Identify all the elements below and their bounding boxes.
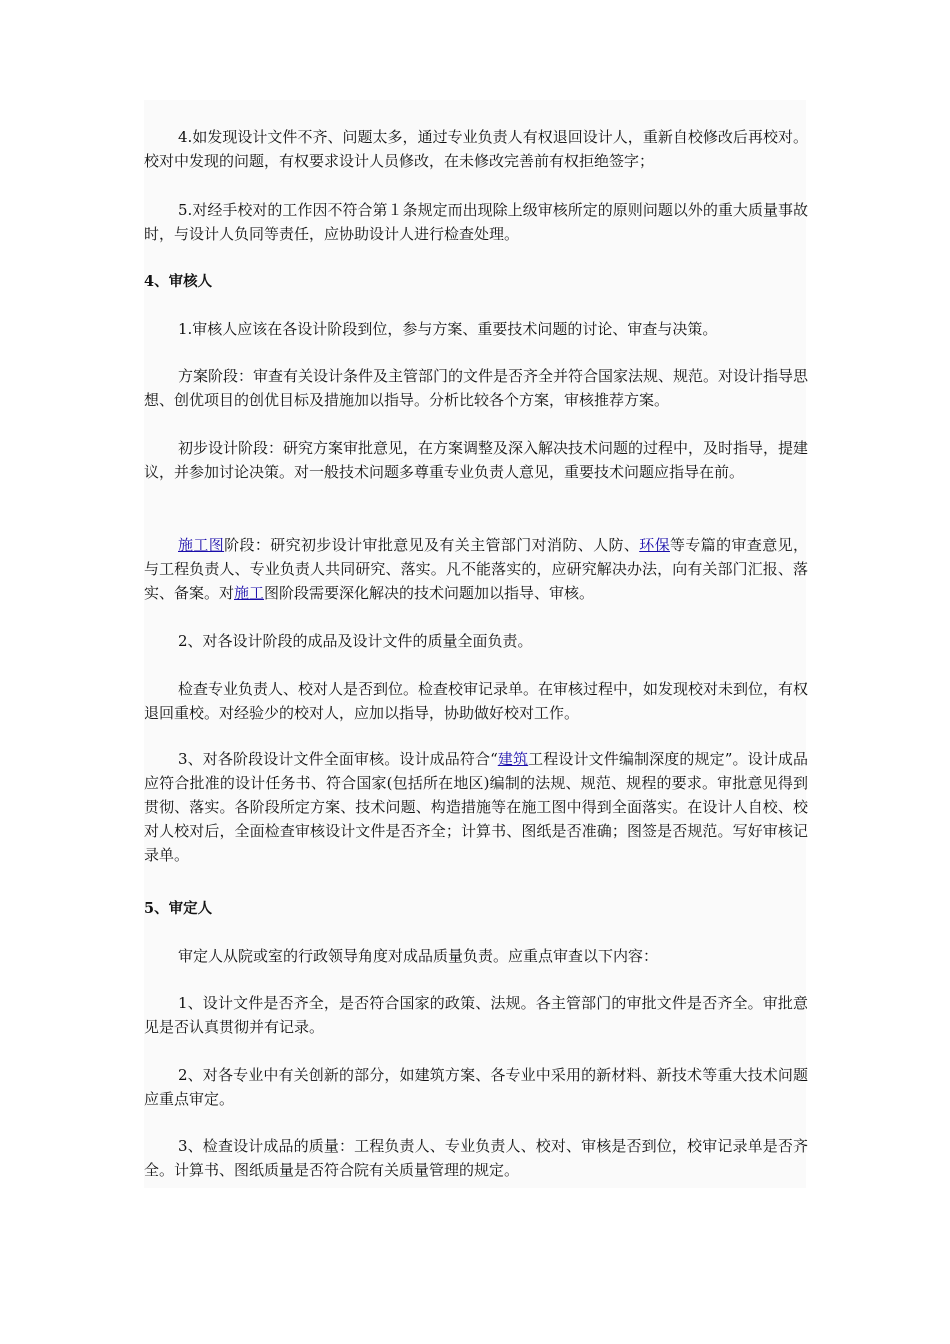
paragraph-reviewer-3 [144,747,808,867]
link-construction-drawing[interactable]: 施工图 [178,536,225,554]
link-environmental[interactable]: 环保 [639,536,670,554]
paragraph-scheme-stage: 方案阶段：审查有关设计条件及主管部门的文件是否齐全并符合国家法规、规范。对设计指导思想、创优项目的创优目标及措施加以指导。分析比较各个方案，审核推荐方案。 [144,367,809,409]
text-segment: 工程设计文件编制深度的规定”。设计成品应符合批准的设计任务书、符合国家(包括所在地区)编制的法规、规范、规程的要求。审批意见得到贯彻、落实。各阶段所定方案、技术问题、构造措施等在施工图中得到全面落实。在设计人自校、校对人校对后，全面检查审核设计文件是否齐全；计算书、图纸是否准确；图签是否规范。写好审核记录单。 [144,750,808,864]
paragraph-proofreader-5: 5.对经手校对的工作因不符合第１条规定而出现除上级审核所定的原则问题以外的重大质量事故时，与设计人负同等责任，应协助设计人进行检查处理。 [144,201,808,243]
paragraph-reviewer-2: 2、对各设计阶段的成品及设计文件的质量全面负责。 [178,632,533,650]
text-segment: 图阶段需要深化解决的技术问题加以指导、审核。 [264,584,595,602]
paragraph-approver-2: 2、对各专业中有关创新的部分，如建筑方案、各专业中采用的新材料、新技术等重大技术问题应重点审定。 [144,1066,808,1108]
paragraph-reviewer-1: 1.审核人应该在各设计阶段到位，参与方案、重要技术问题的讨论、审查与决策。 [178,320,718,338]
text-segment: 等专篇的审查意见，与工程负责人、专业负责人共同研究、落实。凡不能落实的，应研究解决办法，向有关部门汇报、落实、备案。对 [144,536,808,602]
paragraph-check-staff: 检查专业负责人、校对人是否到位。检查校审记录单。在审核过程中，如发现校对未到位，有权退回重校。对经验少的校对人，应加以指导，协助做好校对工作。 [144,680,809,722]
paragraph-approver-1: 1、设计文件是否齐全，是否符合国家的政策、法规。各主管部门的审批文件是否齐全。审批意见是否认真贯彻并有记录。 [144,994,808,1036]
heading-approver: 5、审定人 [144,900,213,917]
heading-reviewer: 4、审核人 [144,273,213,290]
paragraph-construction-drawing-stage [144,533,808,605]
paragraph-approver-intro: 审定人从院或室的行政领导角度对成品质量负责。应重点审查以下内容： [178,947,659,965]
paragraph-approver-3: 3、检查设计成品的质量：工程负责人、专业负责人、校对、审核是否到位，校审记录单是否齐全。计算书、图纸质量是否符合院有关质量管理的规定。 [144,1137,808,1179]
paragraph-proofreader-4: 4.如发现设计文件不齐、问题太多，通过专业负责人有权退回设计人，重新自校修改后再校对。校对中发现的问题，有权要求设计人员修改，在未修改完善前有权拒绝签字； [144,128,808,170]
paragraph-preliminary-stage: 初步设计阶段：研究方案审批意见，在方案调整及深入解决技术问题的过程中，及时指导，提建议，并参加讨论决策。对一般技术问题多尊重专业负责人意见，重要技术问题应指导在前。 [144,439,809,481]
link-architecture[interactable]: 建筑 [497,750,529,768]
text-segment: 3、对各阶段设计文件全面审核。设计成品符合“ [178,750,498,768]
link-construction[interactable]: 施工 [234,584,265,602]
text-segment: 阶段：研究初步设计审批意见及有关主管部门对消防、人防、 [224,536,640,554]
